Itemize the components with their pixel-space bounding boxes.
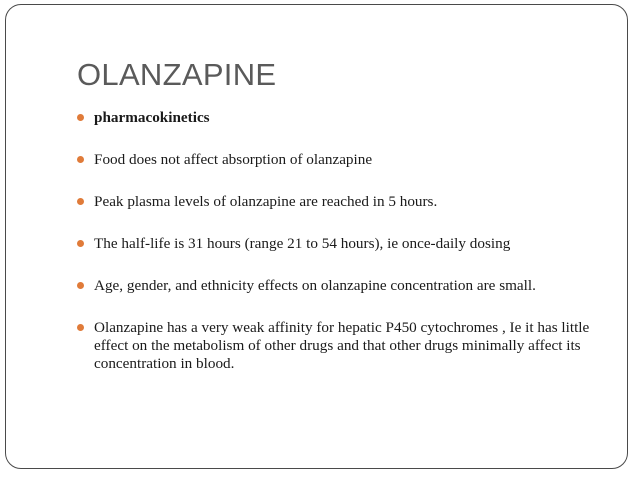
bullet-text: Olanzapine has a very weak affinity for hepatic P450 cytochromes , Ie it has little effect on the metabolism of other drugs and that other drugs minimally affect its concentration in blood. (94, 319, 590, 372)
bullet-dot-icon (77, 324, 84, 331)
bullet-text: Peak plasma levels of olanzapine are reached in 5 hours. (94, 193, 438, 210)
bullet-text: Age, gender, and ethnicity effects on olanzapine concentration are small. (94, 277, 536, 294)
bullet-dot-icon (77, 156, 84, 163)
bullet-text: Food does not affect absorption of olanzapine (94, 151, 373, 168)
bullet-dot-icon (77, 114, 84, 121)
bullet-text: pharmacokinetics (94, 109, 210, 126)
bullet-item-pharmacokinetics (77, 109, 612, 127)
bullet-item-demographics (77, 277, 612, 295)
bullet-item-half-life (77, 235, 612, 253)
slide-frame (5, 4, 628, 469)
bullet-item-food (77, 151, 612, 169)
bullet-text: The half-life is 31 hours (range 21 to 54 hours), ie once-daily dosing (94, 235, 511, 252)
bullet-item-peak-plasma (77, 193, 612, 211)
bullet-item-p450 (77, 319, 612, 373)
bullet-dot-icon (77, 240, 84, 247)
slide-title: OLANZAPINE (77, 57, 277, 92)
bullet-dot-icon (77, 282, 84, 289)
bullet-list (77, 109, 612, 373)
bullet-dot-icon (77, 198, 84, 205)
